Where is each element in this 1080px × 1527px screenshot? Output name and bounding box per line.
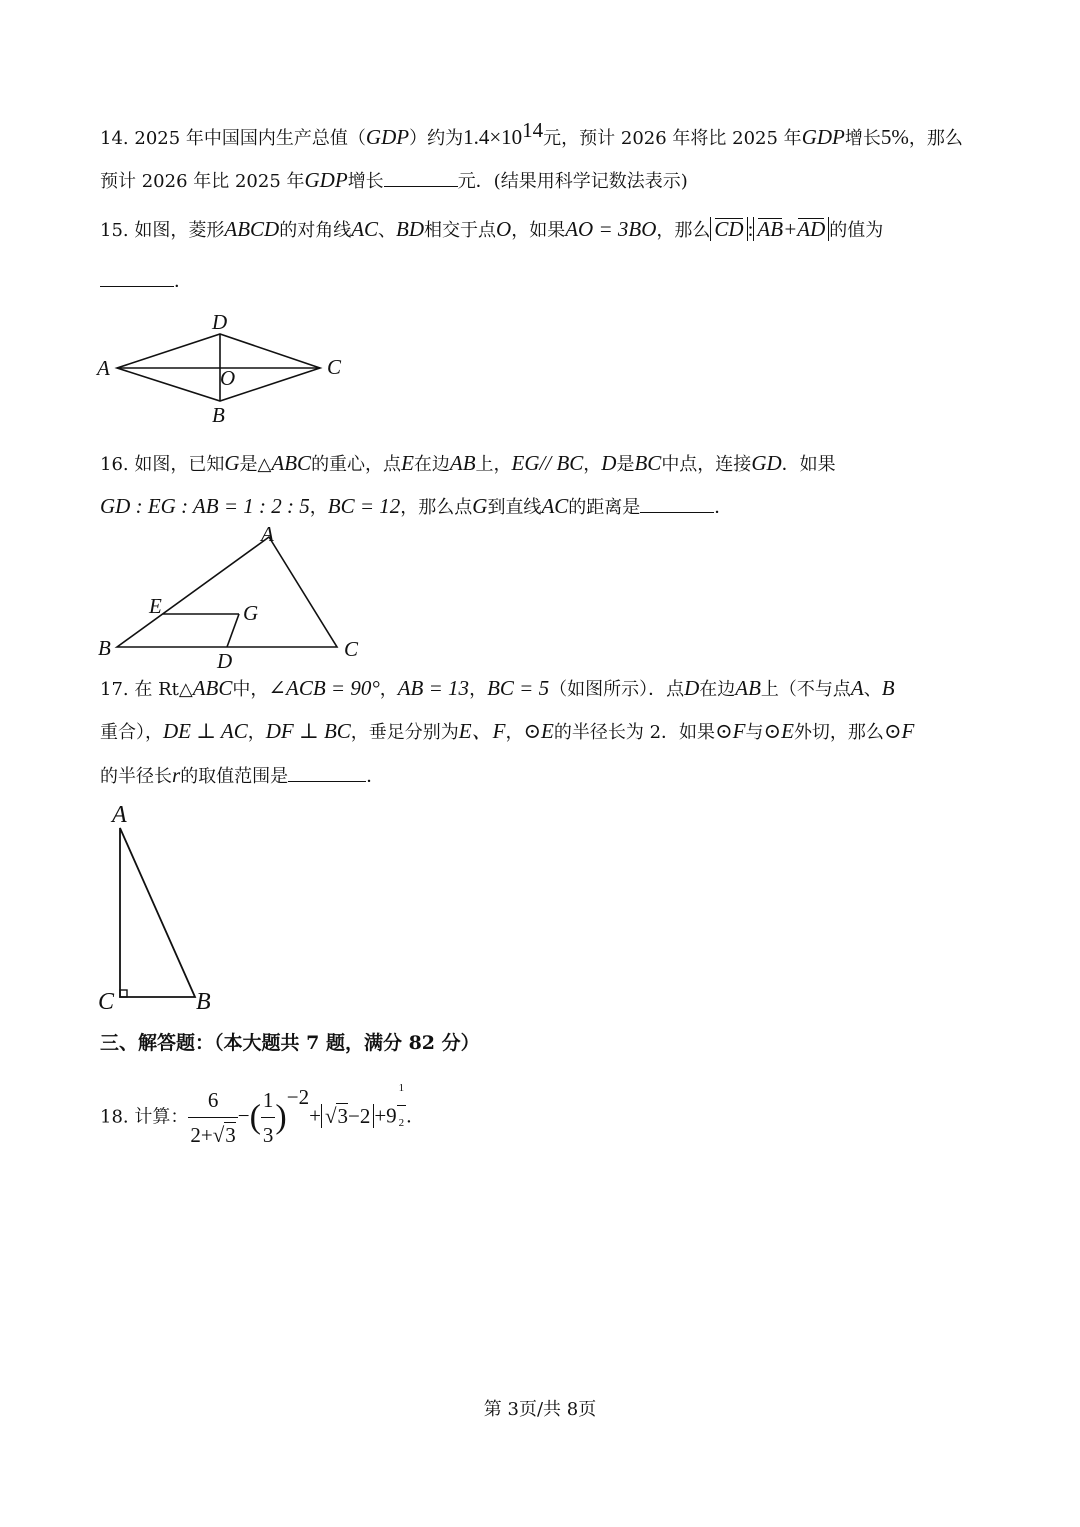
label-d: D: [217, 649, 233, 673]
fraction-six: $\frac{6}{2+√3}$: [188, 1083, 237, 1152]
absolute-value: √3−2: [321, 1104, 374, 1128]
answer-blank: [288, 763, 366, 782]
question-16-line1: 16. 如图，已知G是△ABC的重心，点E在边AB上，EG// BC，D是BC中点，连接GD．如果: [100, 451, 836, 475]
question-number: 18.: [100, 1106, 129, 1128]
answer-blank: [100, 268, 174, 287]
question-18: 18. 计算： $\frac{6}{2+√3}$ −( $\frac{1}{3}$ )$^{-2}$+ √3−2 +9 $\frac{1}{2}$ ．: [100, 1083, 424, 1152]
page-footer: 第 3页/共 8页: [483, 1399, 597, 1420]
question-15-line1: 15. 如图，菱形ABCD的对角线AC、BD相交于点O，如果AO = 3BO，那么 CD : AB+AD 的值为: [100, 217, 884, 241]
question-number: 17.: [100, 679, 129, 700]
answer-blank: [384, 168, 458, 187]
question-14-line2: 预计 2026 年比 2025 年GDP增长 元．(结果用科学记数法表示): [100, 168, 688, 192]
question-17-line1: 17. 在 Rt△ABC中，∠ACB = 90°，AB = 13，BC = 5（如图所示）．点D在边AB上（不与点A、B: [100, 676, 895, 700]
answer-blank: [640, 494, 714, 513]
triangle-centroid-figure: [95, 522, 365, 673]
vector-magnitude-cd: CD: [710, 217, 747, 241]
question-14-line1: 14. 2025 年中国国内生产总值（GDP）约为$1.4\times 10^{14}$元，预计 2026 年将比 2025 年GDP增长5%，那么: [100, 118, 963, 149]
label-d: D: [212, 310, 228, 334]
label-a: A: [112, 802, 127, 828]
question-number: 14.: [100, 128, 129, 149]
triangle-symbol: △: [257, 454, 272, 475]
label-c: C: [327, 355, 342, 379]
triangle-abc: [120, 828, 195, 997]
label-b: B: [196, 989, 211, 1015]
label-b: B: [212, 403, 225, 427]
label-e: E: [149, 594, 162, 618]
question-number: 16.: [100, 454, 129, 475]
label-c: C: [98, 989, 115, 1015]
section-heading: 三、解答题：（本大题共 7 题，满分 82 分）: [100, 1032, 480, 1054]
exponent-half: $\frac{1}{2}$: [397, 1071, 407, 1140]
triangle-symbol: △: [178, 679, 193, 700]
label-g: G: [243, 601, 259, 625]
fraction-one-third: $\frac{1}{3}$: [261, 1083, 276, 1152]
label-o: O: [220, 366, 236, 390]
question-number: 15.: [100, 220, 129, 241]
paren-fraction: (: [249, 1098, 261, 1136]
segment-gd: [227, 614, 239, 647]
vector-sum-magnitude: AB+AD: [753, 217, 829, 241]
triangle-abc: [117, 537, 337, 647]
label-a: A: [261, 522, 274, 546]
question-17-line3: 的半径长r的取值范围是 ．: [100, 763, 385, 787]
right-triangle-figure: [95, 800, 235, 1015]
rhombus-figure: [95, 310, 355, 427]
right-angle-marker: [120, 990, 127, 997]
question-16-line2: GD : EG : AB = 1 : 2 : 5，BC = 12，那么点G到直线AC的距离是 ．: [100, 494, 733, 518]
question-15-line2: ．: [100, 268, 192, 294]
question-17-line2: 重合），DE ⊥ AC，DF ⊥ BC，垂足分别为E、F，⊙E的半径长为 2．如果⊙F与⊙E外切，那么⊙F: [100, 719, 915, 743]
label-a: A: [97, 356, 110, 380]
label-b: B: [98, 636, 111, 660]
label-c: C: [344, 637, 359, 661]
